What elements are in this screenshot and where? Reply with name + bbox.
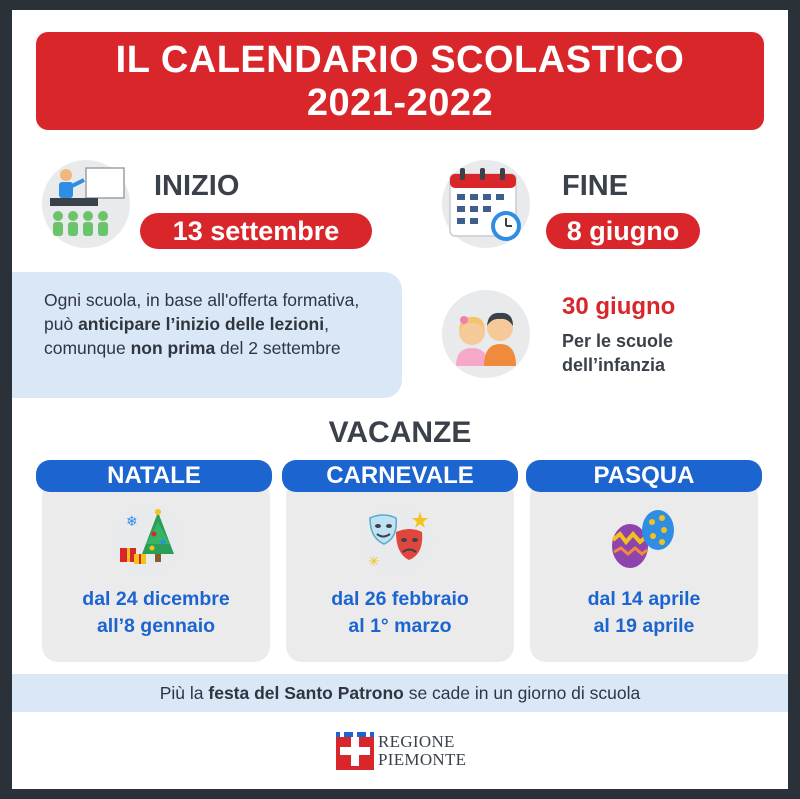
infographic-card bbox=[12, 10, 788, 789]
carnival-date-to: al 1° marzo bbox=[348, 615, 452, 637]
end-date-badge: 8 giugno bbox=[546, 213, 700, 249]
vacanze-heading: VACANZE bbox=[328, 416, 472, 449]
title-line-1: IL CALENDARIO SCOLASTICO bbox=[115, 39, 685, 81]
teacher-classroom-icon bbox=[42, 160, 130, 248]
easter-date-from: dal 14 aprile bbox=[587, 588, 701, 610]
regione-piemonte-logo bbox=[336, 730, 466, 772]
start-heading: INIZIO bbox=[154, 170, 240, 202]
start-date-badge: 13 settembre bbox=[140, 213, 372, 249]
christmas-date-to: all’8 gennaio bbox=[96, 615, 216, 637]
infanzia-description: Per le scuole dell’infanzia bbox=[562, 331, 674, 375]
carnival-label: CARNEVALE bbox=[282, 460, 518, 492]
patron-saint-note bbox=[12, 674, 788, 712]
logo-line-2: PIEMONTE bbox=[378, 750, 467, 769]
logo-line-1: REGIONE bbox=[378, 732, 455, 751]
logo-text bbox=[378, 733, 466, 769]
note-bold-2: non prima bbox=[130, 338, 216, 358]
footer-text-1: Più la bbox=[159, 683, 209, 703]
svg-text:✳: ✳ bbox=[368, 554, 380, 570]
carnival-date-from: dal 26 febbraio bbox=[331, 588, 469, 610]
end-heading: FINE bbox=[562, 170, 629, 202]
carnival-dates bbox=[286, 586, 514, 640]
title-line-2: 2021-2022 bbox=[306, 82, 494, 124]
easter-dates bbox=[530, 586, 758, 640]
note-text-3: del 2 settembre bbox=[215, 338, 341, 358]
note-bold-1: anticipare l’inizio delle lezioni bbox=[78, 314, 325, 334]
christmas-label: NATALE bbox=[36, 460, 272, 492]
easter-eggs-icon bbox=[606, 504, 678, 576]
early-start-note bbox=[12, 272, 402, 398]
svg-text:❄: ❄ bbox=[126, 514, 138, 530]
easter-date-to: al 19 aprile bbox=[593, 615, 695, 637]
infanzia-end-date: 30 giugno bbox=[562, 293, 676, 320]
note-text-1: Ogni scuola, in base all'offerta formativa, può bbox=[44, 290, 360, 334]
note-text-2: , comunque bbox=[44, 314, 329, 358]
easter-label: PASQUA bbox=[526, 460, 762, 492]
christmas-tree-icon bbox=[112, 504, 184, 576]
piemonte-emblem-icon bbox=[336, 732, 374, 770]
calendar-clock-icon bbox=[442, 160, 530, 248]
carnival-masks-icon bbox=[362, 504, 434, 576]
christmas-date-from: dal 24 dicembre bbox=[82, 588, 230, 610]
children-icon bbox=[442, 290, 530, 378]
title-banner bbox=[36, 32, 764, 130]
footer-text-2: se cade in un giorno di scuola bbox=[403, 683, 641, 703]
christmas-dates bbox=[42, 586, 270, 640]
footer-bold: festa del Santo Patrono bbox=[208, 683, 404, 703]
